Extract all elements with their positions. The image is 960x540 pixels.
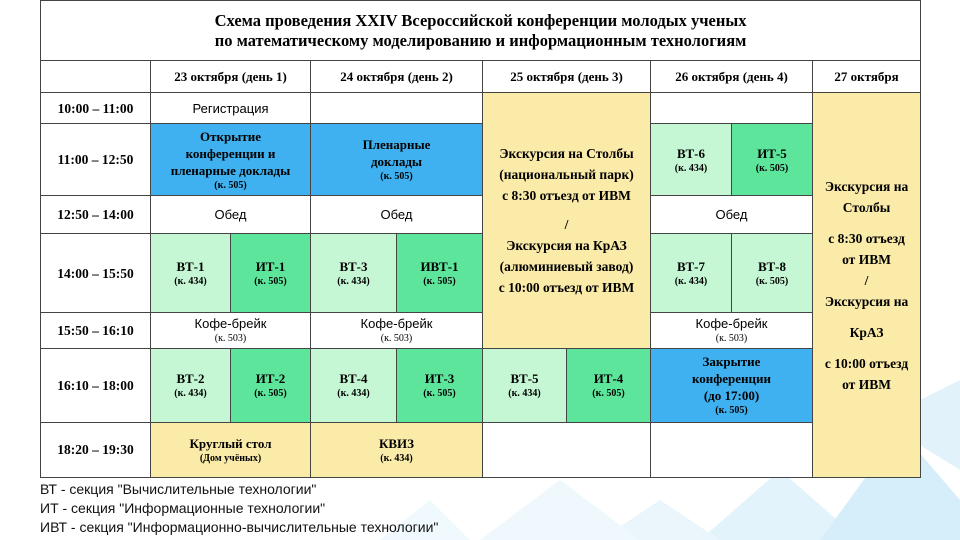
- lunch-cell: Обед: [651, 196, 813, 234]
- session-label: ИТ-5: [757, 145, 787, 161]
- legend-item-bt: ВТ - секция "Вычислительные технологии": [40, 481, 317, 497]
- day3-excursion-cell: [483, 93, 651, 349]
- session-label: ИТ-3: [424, 371, 455, 387]
- closing-cell: [651, 348, 813, 422]
- opening-line: Открытие: [199, 128, 261, 144]
- opening-line: конференции и: [185, 145, 276, 161]
- lunch-cell: Обед: [151, 196, 311, 234]
- room-label: (к. 434): [337, 276, 370, 288]
- room-label: (к. 503): [715, 333, 748, 345]
- exc-line: с 8:30 отъезд: [828, 230, 905, 246]
- exc-line: от ИВМ: [842, 251, 891, 267]
- exc-line: с 10:00 отъезд от ИВМ: [498, 279, 635, 295]
- session-bt4: [311, 348, 397, 422]
- closing-line: Закрытие: [702, 354, 761, 370]
- room-label: (к. 505): [715, 405, 748, 417]
- quiz-label: КВИЗ: [378, 435, 415, 451]
- session-bt3: [311, 234, 397, 312]
- exc-line: Экскурсия на: [824, 293, 909, 309]
- exc-line: /: [564, 216, 569, 232]
- day5-excursion-cell: [813, 93, 921, 478]
- empty-cell: [483, 422, 651, 477]
- session-label: ИВТ-1: [420, 259, 459, 275]
- coffee-break-cell: [151, 312, 311, 348]
- exc-line: КрАЗ: [849, 324, 884, 340]
- session-label: ВТ-7: [677, 259, 705, 275]
- room-label: (к. 434): [174, 388, 207, 400]
- room-label: (к. 434): [380, 452, 413, 464]
- time-slot-7: 18:20 – 19:30: [41, 422, 151, 477]
- exc-line: (алюминиевый завод): [499, 258, 634, 274]
- exc-line: с 8:30 отъезд от ИВМ: [502, 187, 631, 203]
- day-header-1: 23 октября (день 1): [151, 61, 311, 93]
- registration-cell: Регистрация: [151, 93, 311, 124]
- session-bt6: [651, 124, 732, 196]
- room-label: (к. 434): [337, 388, 370, 400]
- empty-cell: [651, 422, 813, 477]
- session-it3: [397, 348, 483, 422]
- empty-cell: [311, 93, 483, 124]
- room-label: (к. 505): [254, 388, 287, 400]
- corner-cell: [41, 61, 151, 93]
- time-slot-1: 10:00 – 11:00: [41, 93, 151, 124]
- session-ivt1: [397, 234, 483, 312]
- exc-line: Столбы: [842, 199, 891, 215]
- quiz-cell: [311, 422, 483, 477]
- session-it1: [231, 234, 311, 312]
- session-label: ВТ-5: [510, 371, 539, 387]
- page-title: [41, 1, 921, 61]
- coffee-label: Кофе-брейк: [360, 316, 433, 332]
- empty-cell: [651, 93, 813, 124]
- exc-line: от ИВМ: [842, 376, 891, 392]
- round-table-cell: [151, 422, 311, 477]
- session-label: ВТ-1: [176, 259, 205, 275]
- room-label: (к. 434): [174, 276, 207, 288]
- session-label: ИТ-2: [255, 371, 286, 387]
- schedule-table: [40, 0, 921, 478]
- room-label: (к. 503): [214, 333, 247, 345]
- session-label: ВТ-8: [758, 259, 786, 275]
- session-label: ИТ-1: [255, 259, 286, 275]
- room-label: (к. 505): [380, 171, 413, 183]
- time-slot-2: 11:00 – 12:50: [41, 124, 151, 196]
- room-label: (к. 505): [755, 276, 789, 288]
- session-it5: [732, 124, 813, 196]
- lunch-cell: Обед: [311, 196, 483, 234]
- opening-cell: [151, 124, 311, 196]
- session-bt1: [151, 234, 231, 312]
- session-label: ВТ-6: [677, 145, 705, 161]
- title-line-2: по математическому моделированию и информационным технологиям: [214, 30, 747, 50]
- exc-line: с 10:00 отъезд: [824, 355, 909, 371]
- plenary-line: доклады: [370, 154, 423, 170]
- closing-line: (до 17:00): [703, 388, 760, 404]
- exc-line: Экскурсия на Столбы: [499, 145, 634, 161]
- session-bt7: [651, 234, 732, 312]
- day-header-5: 27 октября: [813, 61, 921, 93]
- coffee-break-cell: [311, 312, 483, 348]
- session-label: ВТ-3: [339, 259, 368, 275]
- session-it4: [567, 348, 651, 422]
- time-slot-4: 14:00 – 15:50: [41, 234, 151, 312]
- closing-line: конференции: [691, 371, 772, 387]
- room-label: (к. 505): [423, 388, 456, 400]
- legend-item-it: ИТ - секция "Информационные технологии": [40, 500, 326, 516]
- day-header-4: 26 октября (день 4): [651, 61, 813, 93]
- legend-item-ivt: ИВТ - секция "Информационно-вычислительные технологии": [40, 519, 439, 535]
- exc-line: (национальный парк): [499, 166, 634, 182]
- room-label: (к. 505): [592, 388, 625, 400]
- plenary-line: Пленарные: [362, 137, 431, 153]
- exc-line: Экскурсия на КрАЗ: [506, 237, 627, 253]
- day-header-2: 24 октября (день 2): [311, 61, 483, 93]
- exc-line: Экскурсия на: [824, 178, 909, 194]
- room-label: (к. 434): [674, 276, 708, 288]
- round-table-venue: (Дом учёных): [199, 452, 262, 464]
- plenary-cell: [311, 124, 483, 196]
- session-bt5: [483, 348, 567, 422]
- time-slot-5: 15:50 – 16:10: [41, 312, 151, 348]
- session-label: ИТ-4: [593, 371, 624, 387]
- coffee-label: Кофе-брейк: [194, 316, 267, 332]
- title-line-1: Схема проведения XXIV Всероссийской конференции молодых ученых: [214, 10, 747, 30]
- room-label: (к. 505): [423, 276, 456, 288]
- time-slot-3: 12:50 – 14:00: [41, 196, 151, 234]
- opening-line: пленарные доклады: [170, 162, 291, 178]
- room-label: (к. 505): [254, 276, 287, 288]
- room-label: (к. 505): [755, 162, 789, 174]
- session-bt2: [151, 348, 231, 422]
- exc-line: /: [864, 272, 869, 288]
- time-slot-6: 16:10 – 18:00: [41, 348, 151, 422]
- coffee-break-cell: [651, 312, 813, 348]
- room-label: (к. 505): [214, 179, 247, 191]
- room-label: (к. 434): [674, 162, 708, 174]
- coffee-label: Кофе-брейк: [695, 316, 768, 332]
- session-it2: [231, 348, 311, 422]
- session-bt8: [732, 234, 813, 312]
- day-header-3: 25 октября (день 3): [483, 61, 651, 93]
- session-label: ВТ-2: [176, 371, 205, 387]
- room-label: (к. 434): [508, 388, 541, 400]
- room-label: (к. 503): [380, 333, 413, 345]
- round-table-line: Круглый стол: [189, 435, 272, 451]
- session-label: ВТ-4: [339, 371, 368, 387]
